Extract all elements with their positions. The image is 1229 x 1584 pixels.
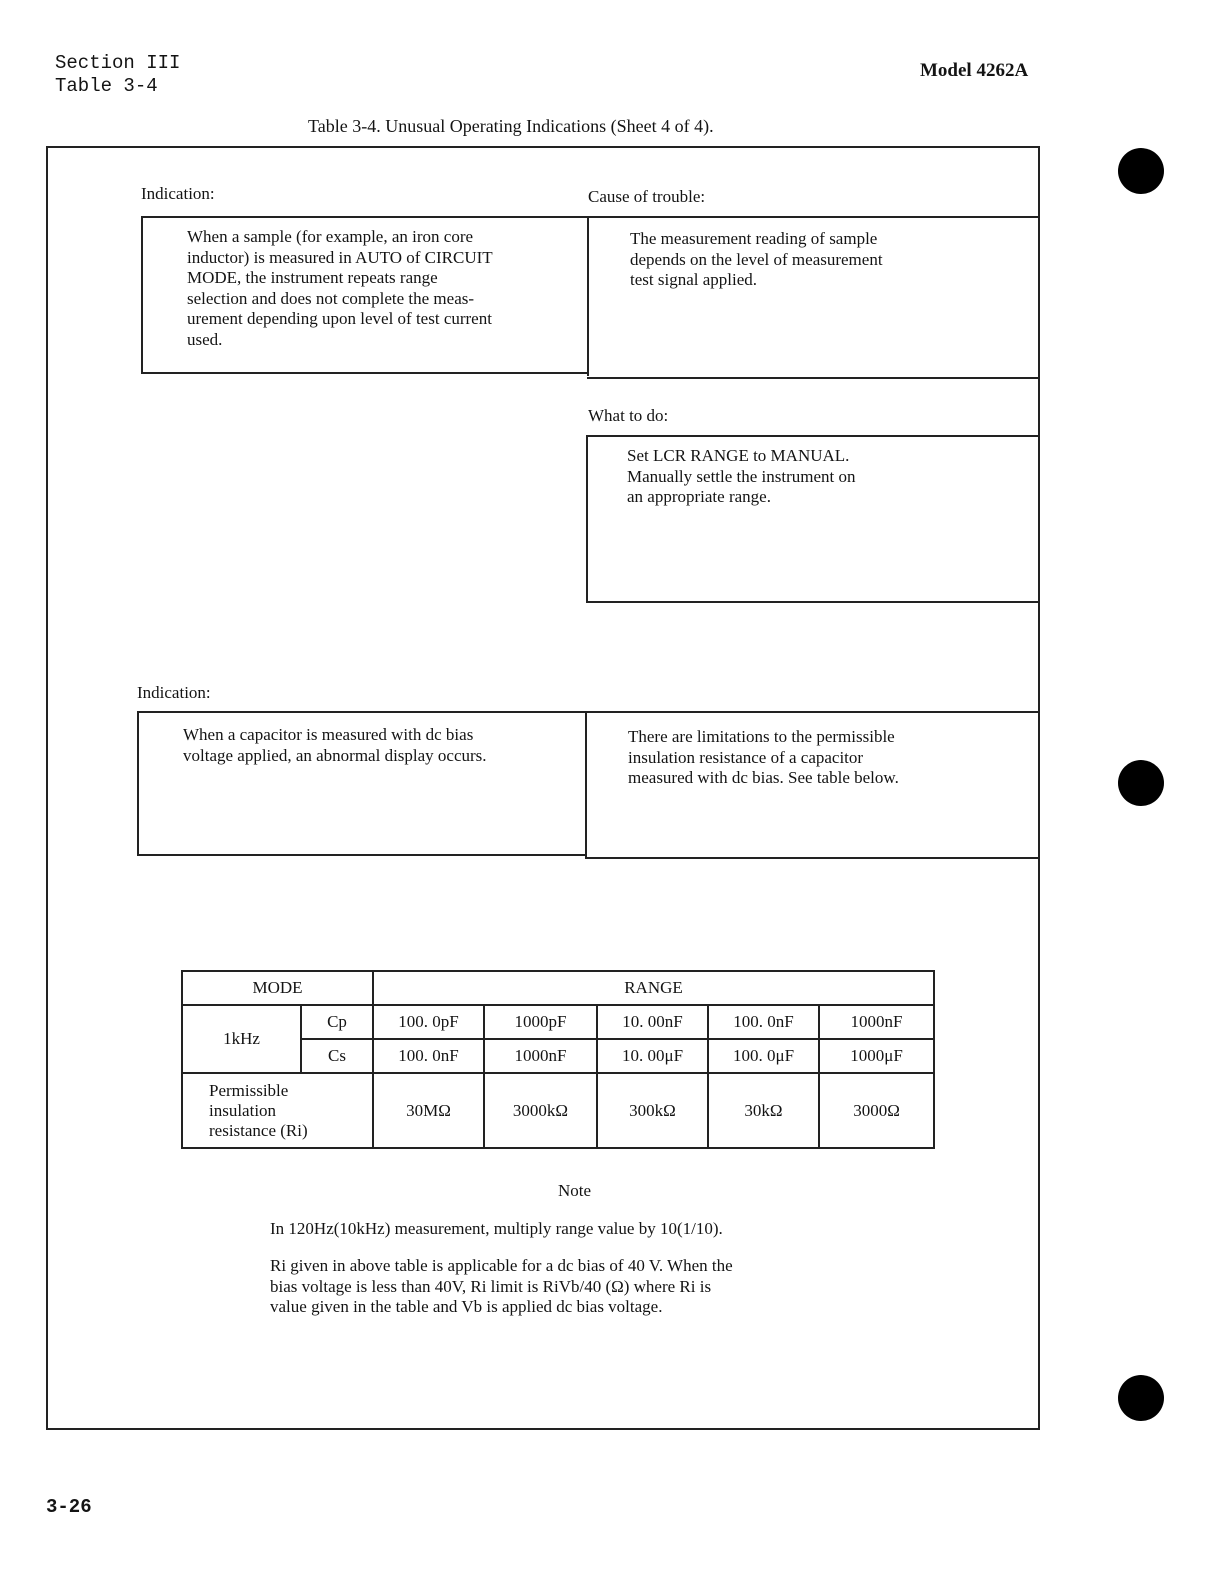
case1-indication-text: When a sample (for example, an iron core inductor) is measured in AUTO of CIRCUIT MODE, the instrument repeats range selection and does not complete the meas- urement depending upon level of test current used. bbox=[187, 227, 493, 349]
range-cell: 100. 0μF bbox=[708, 1039, 819, 1073]
case2-top-rule bbox=[137, 711, 1040, 713]
case2-indication-text: When a capacitor is measured with dc bias voltage applied, an abnormal display occurs. bbox=[183, 725, 487, 765]
range-cell: 1000nF bbox=[484, 1039, 597, 1073]
binder-hole-top bbox=[1118, 148, 1164, 194]
range-cell: 100. 0nF bbox=[708, 1005, 819, 1039]
case2-cause-text: There are limitations to the permissible insulation resistance of a capacitor measured with dc bias. See table below. bbox=[628, 727, 899, 787]
ri-cell: 300kΩ bbox=[597, 1073, 708, 1148]
note-heading: Note bbox=[558, 1181, 592, 1200]
row-label-cp: Cp bbox=[301, 1005, 373, 1039]
range-cell: 10. 00nF bbox=[597, 1005, 708, 1039]
table-ref-label: Table 3-4 bbox=[55, 75, 158, 97]
note-line-2: Ri given in above table is applicable for a dc bias of 40 V. When the bias voltage is less than 40V, Ri limit is RiVb/40 (Ω) where Ri is value given in the table and Vb is applied dc bias voltage. bbox=[270, 1256, 733, 1316]
action-bottom-rule bbox=[586, 601, 1040, 603]
range-cell: 10. 00μF bbox=[597, 1039, 708, 1073]
range-cell: 100. 0pF bbox=[373, 1005, 484, 1039]
case1-divider-rule bbox=[587, 216, 589, 376]
case1-top-rule bbox=[141, 216, 1040, 218]
case1-action-text: Set LCR RANGE to MANUAL. Manually settle the instrument on an appropriate range. bbox=[627, 446, 856, 506]
ri-cell: 3000Ω bbox=[819, 1073, 934, 1148]
section-label: Section III bbox=[55, 52, 181, 74]
case2-divider-rule bbox=[585, 711, 587, 858]
range-cell: 100. 0nF bbox=[373, 1039, 484, 1073]
table-row bbox=[182, 1073, 934, 1148]
range-cell: 1000μF bbox=[819, 1039, 934, 1073]
what-to-do-label: What to do: bbox=[588, 406, 669, 425]
case1-bottom-rule-right bbox=[587, 377, 1040, 379]
case1-left-rule bbox=[141, 216, 143, 374]
case1-bottom-rule-left bbox=[141, 372, 589, 374]
range-header: RANGE bbox=[373, 971, 934, 1005]
binder-hole-bottom bbox=[1118, 1375, 1164, 1421]
table-row bbox=[182, 1005, 934, 1039]
table-title: Table 3-4. Unusual Operating Indications (Sheet 4 of 4). bbox=[308, 116, 714, 136]
page-number: 3-26 bbox=[46, 1496, 92, 1518]
ri-cell: 3000kΩ bbox=[484, 1073, 597, 1148]
case2-bottom-rule-right bbox=[585, 857, 1040, 859]
note-line-1: In 120Hz(10kHz) measurement, multiply range value by 10(1/10). bbox=[270, 1219, 723, 1238]
indication-label-1: Indication: bbox=[141, 184, 215, 203]
range-cell: 1000nF bbox=[819, 1005, 934, 1039]
case2-bottom-rule-left bbox=[137, 854, 587, 856]
ri-label-cell: Permissible insulation resistance (Ri) bbox=[182, 1073, 373, 1148]
ri-cell: 30kΩ bbox=[708, 1073, 819, 1148]
action-left-rule bbox=[586, 435, 588, 603]
cause-label-1: Cause of trouble: bbox=[588, 187, 706, 206]
case2-left-rule bbox=[137, 711, 139, 856]
indication-label-2: Indication: bbox=[137, 683, 211, 702]
freq-cell: 1kHz bbox=[182, 1005, 301, 1073]
insulation-range-table bbox=[181, 970, 935, 1149]
table-header-row bbox=[182, 971, 934, 1005]
ri-cell: 30MΩ bbox=[373, 1073, 484, 1148]
range-cell: 1000pF bbox=[484, 1005, 597, 1039]
model-label: Model 4262A bbox=[920, 60, 1029, 81]
case1-cause-text: The measurement reading of sample depends on the level of measurement test signal applied. bbox=[630, 229, 883, 289]
action-top-rule bbox=[586, 435, 1040, 437]
binder-hole-middle bbox=[1118, 760, 1164, 806]
row-label-cs: Cs bbox=[301, 1039, 373, 1073]
mode-header: MODE bbox=[182, 971, 373, 1005]
